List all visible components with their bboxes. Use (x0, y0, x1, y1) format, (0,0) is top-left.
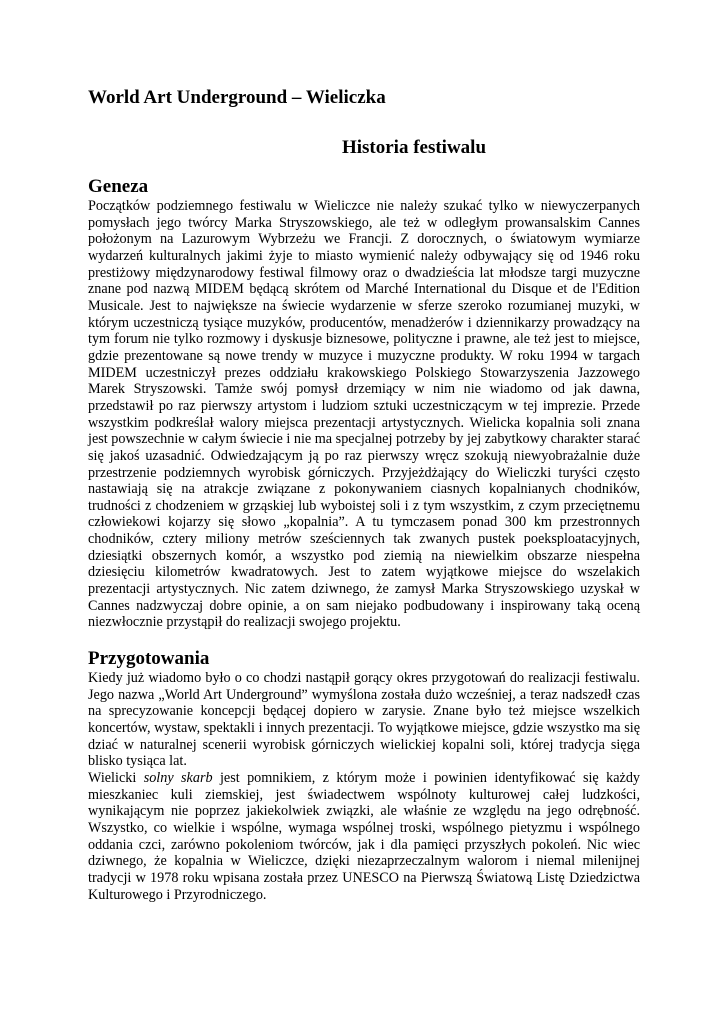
section-heading-przygotowania: Przygotowania (88, 648, 210, 670)
paragraph-geneza: Początków podziemnego festiwalu w Wieliczce nie należy szukać tylko w niewyczerpanych pomysłach jego twórcy Marka Stryszowskiego, ale też w odległym prowansalskim Cannes położonym na Lazurowym Wybrzeżu we Francji. Z dorocznych, o światowym wymiarze wydarzeń kulturalnych jakimi żyje to miasto wymienić należy odbywający się od 1946 roku prestiżowy międzynarodowy festiwal filmowy oraz o dwadzieścia lat młodsze targi muzyczne znane pod nazwą MIDEM będącą skrótem od Marché International du Disque et de l'Edition Musicale. Jest to największe na świecie wydarzenie w sferze szeroko rozumianej muzyki, w którym uczestniczą tysiące muzyków, producentów, menadżerów i dziennikarzy prowadzący na tym forum nie tylko rozmowy i dyskusje biznesowe, polityczne i prawne, ale też jest to miejsce, gdzie prezentowane są nowe trendy w muzyce i muzyczne produkty. W roku 1994 w targach MIDEM uczestniczył prezes oddziału krakowskiego Polskiego Stowarzyszenia Jazzowego Marek Stryszowski. Tamże swój pomysł drzemiący w nim nie wiadomo od jak dawna, przedstawił po raz pierwszy artystom i ludziom sztuki uczestniczącym w tej imprezie. Przede wszystkim podkreślał walory miejsca prezentacji artystycznych. Wielicka kopalnia soli znana jest powszechnie w całym świecie i nie ma specjalnej potrzeby by jej zabytkowy charakter starać się jakoś uzasadnić. Odwiedzającym ją po raz pierwszy wręcz szokują niewyobrażalnie duże przestrzenie podziemnych wyrobisk górniczych. Przyjeżdżający do Wieliczki turyści często nastawiają się na atrakcje związane z pokonywaniem ciasnych kopalnianych chodników, trudności z chodzeniem w grząskiej lub wyboistej soli i z tym wszystkim, z czym przeciętnemu człowiekowi kojarzy się słowo „kopalnia”. A tu tymczasem ponad 300 km przestronnych chodników, cztery miliony metrów sześciennych tak zwanych pustek poeksploatacyjnych, dziesiątki obszernych komór, a wszystko pod ziemią na niewielkim obszarze niespełna dziesięciu kilometrów kwadratowych. Jest to zatem wyjątkowe miejsce do wszelakich prezentacji artystycznych. Nic zatem dziwnego, że zamysł Marka Stryszowskiego uzyskał w Cannes nadzwyczaj dobre opinie, a on sam niejako podbudowany i inspirowany taką oceną niezwłocznie przystąpił do realizacji swojego projektu. (88, 198, 640, 631)
paragraph-przygotowania-2 (88, 770, 640, 903)
paragraph-text-rest: jest pomnikiem, z którym może i powinien identyfikować się każdy mieszkaniec kuli ziemskiej, jest świadectwem wspólnoty kulturowej całej ludzkości, wynikającym nie poprzez jakiekolwiek związki, ale właśnie ze względu na jego odrębność. Wszystko, co wielkie i wspólne, wymaga wspólnej troski, wspólnego pietyzmu i wspólnego oddania czci, zarówno pokoleniom twórców, jak i dla pamięci przyszłych pokoleń. Nic wiec dziwnego, że kopalnia w Wieliczce, dzięki niezaprzeczalnym walorom i niemal milenijnej tradycji w 1978 roku wpisana została przez UNESCO na Pierwszą Światową Listę Dziedzictwa Kulturowego i Przyrodniczego. (88, 770, 641, 903)
paragraph-przygotowania-1: Kiedy już wiadomo było o co chodzi nastąpił gorący okres przygotowań do realizacji festiwalu. Jego nazwa „World Art Underground” wymyślona została dużo wcześniej, a teraz nadszedł czas na sprecyzowanie koncepcji będącej dopiero w zarysie. Znane było też miejsce wszelkich koncertów, wystaw, spektakli i innych prezentacji. To wyjątkowe miejsce, gdzie wszystko ma się dziać w naturalnej scenerii wyrobisk górniczych wielickiej kopalni soli, której tradycja sięga blisko tysiąca lat. (88, 670, 640, 770)
paragraph-text-start: Wielicki (88, 770, 144, 786)
section-heading-geneza: Geneza (88, 176, 149, 197)
italic-phrase: solny skarb (143, 770, 213, 786)
document-subtitle: Historia festiwalu (341, 137, 487, 158)
document-title: World Art Underground – Wieliczka (88, 87, 386, 108)
document-page (88, 86, 640, 903)
